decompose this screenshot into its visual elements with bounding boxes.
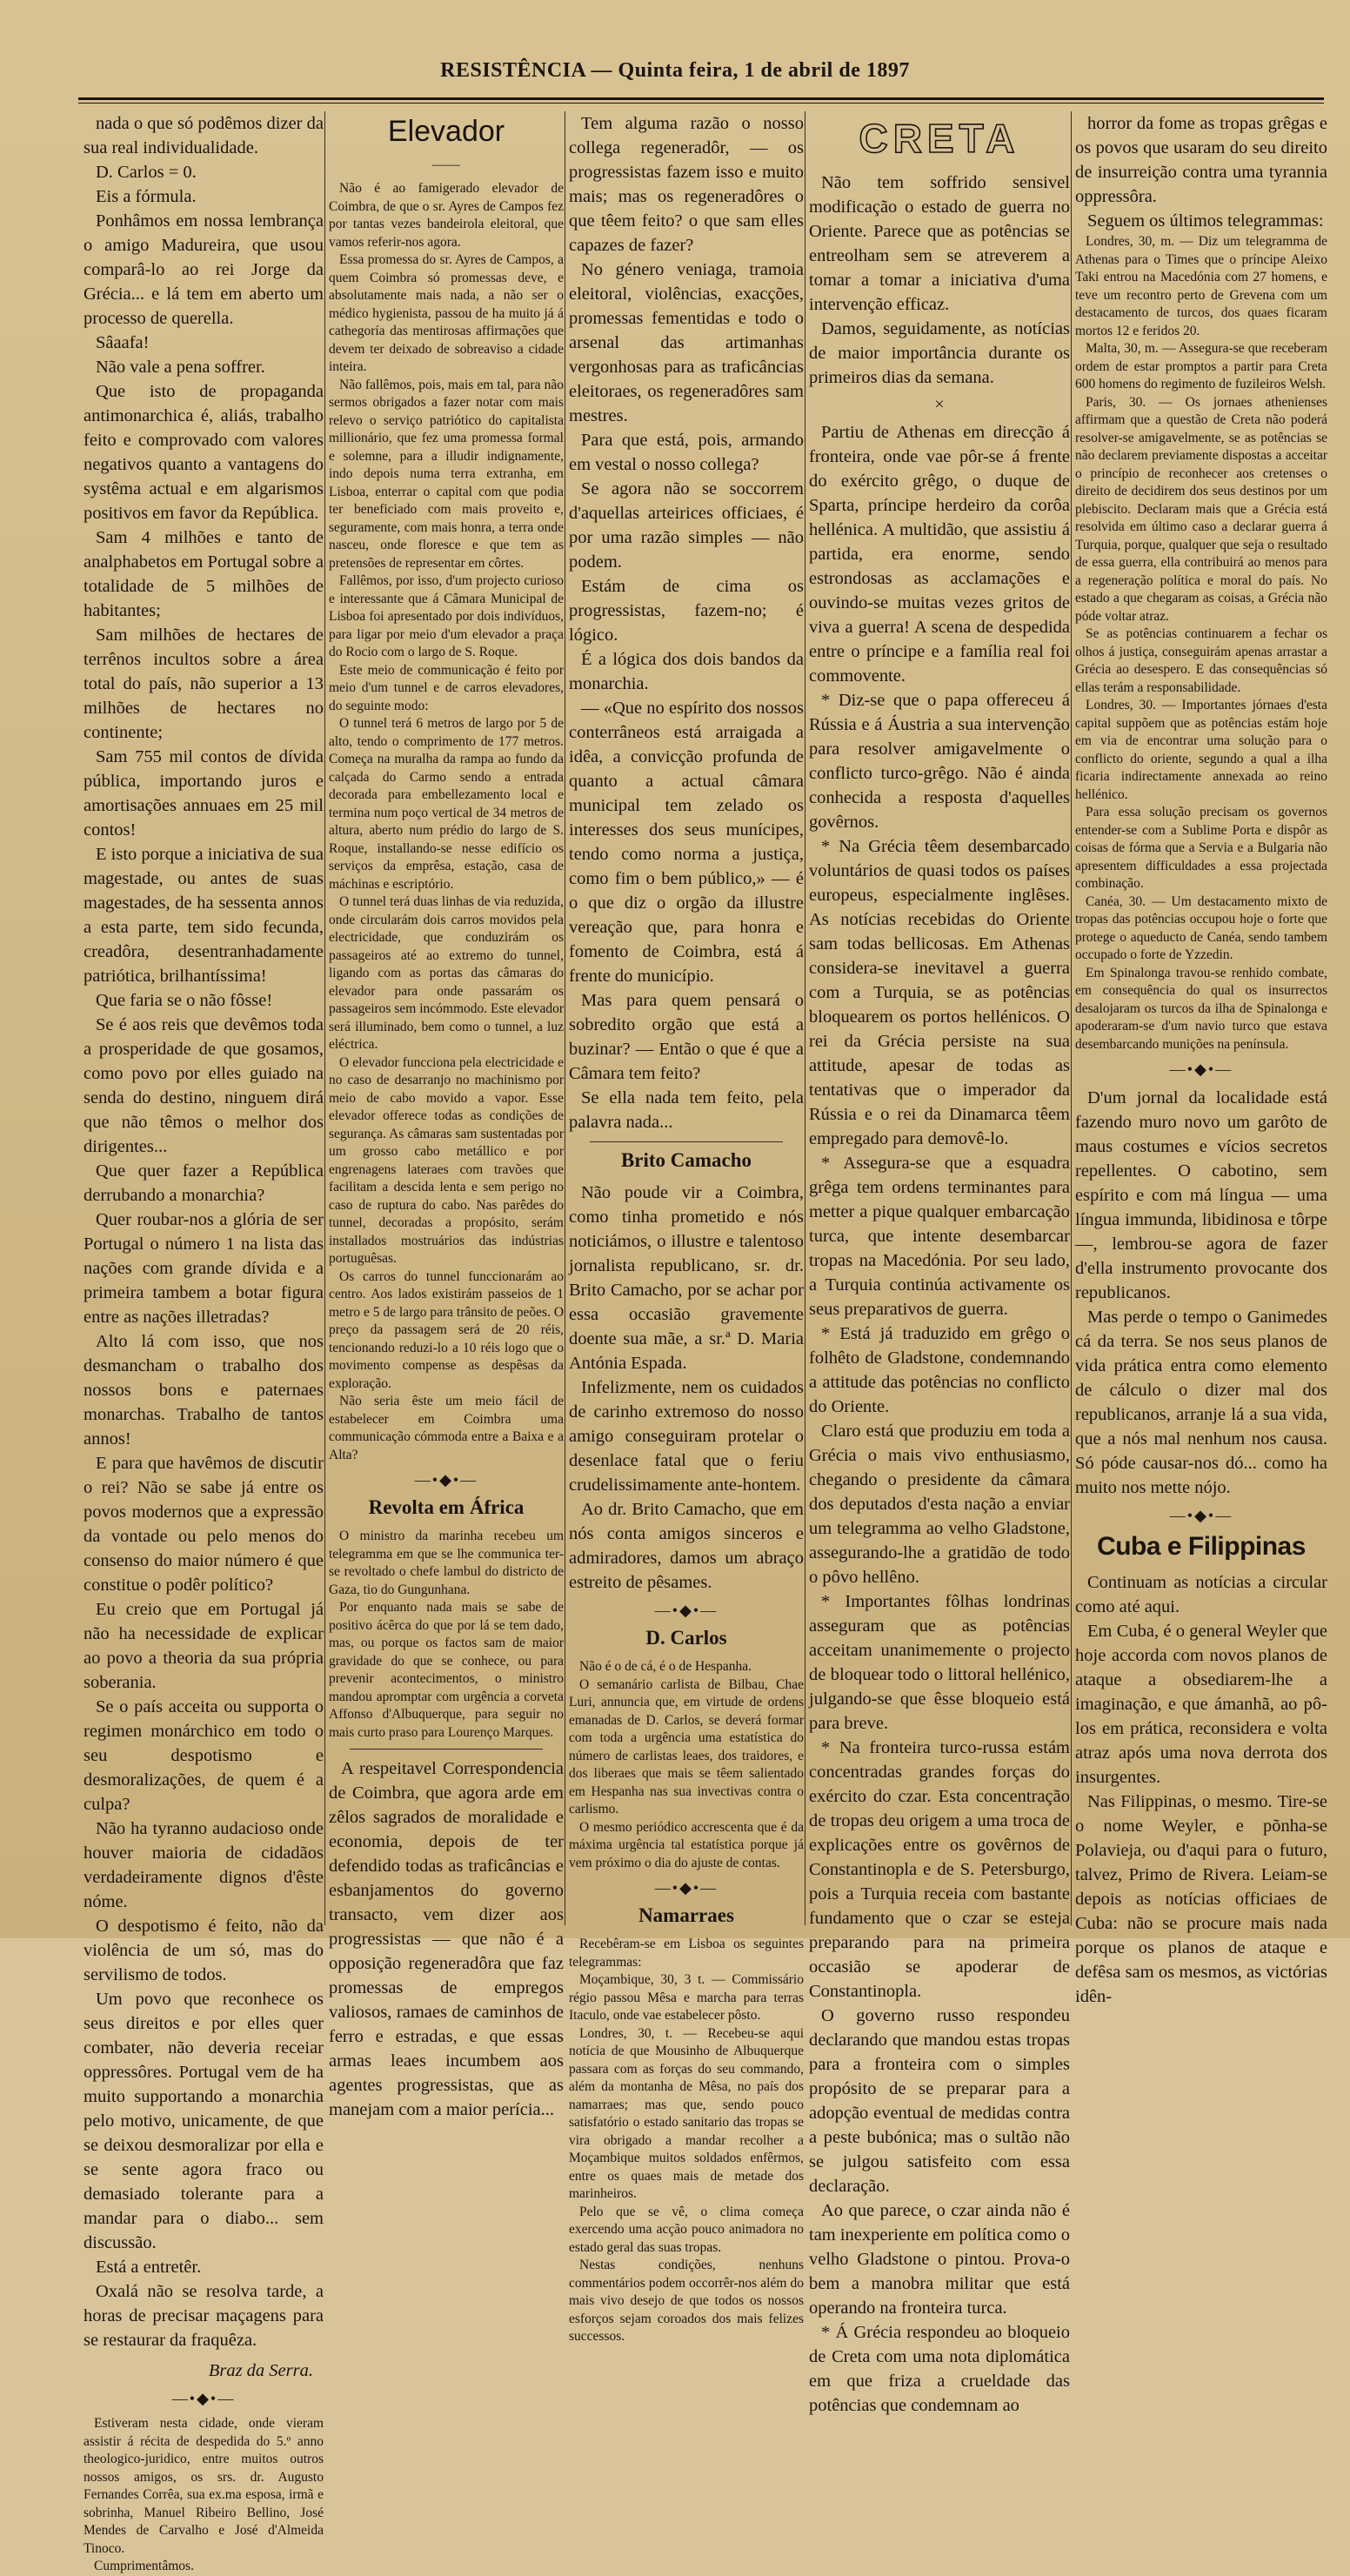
paragraph: O semanário carlista de Bilbau, Chae Luri, annuncia que, em virtude de ordens emanadas de D. Carlos, se deverá formar com toda a urgência uma estatística do número de carlistas leaes, dos traidores, e dos liberaes que mais se têem salientado em Hespanha nas sua invectivas contra o carlismo. xyxy=(569,1676,804,1817)
namarraes-text xyxy=(569,1936,804,2346)
creta-continued-text xyxy=(1075,111,1327,233)
jornal-text xyxy=(1075,1086,1327,1500)
column-divider xyxy=(324,111,325,1925)
brito-camacho-text xyxy=(569,1181,804,1595)
paragraph: Não é ao famigerado elevador de Coimbra, de que o sr. Ayres de Campos fez por tantas vezes bandeirola eleitoral, que vamos referir-nos agora. xyxy=(329,181,564,250)
paragraph: Londres, 30, m. — Diz um telegramma de Athenas para o Times que o príncipe Aleixo Taki entrou na Macedónia com 27 homens, e teve um recontro perto de Grevena com um destacamento de turcos, dos quaes ficaram mortos 12 e feridos 20. xyxy=(1075,234,1327,338)
paragraph: * Assegura-se que a esquadra grêga tem ordens terminantes para metter a pique qualquer embarcação turca, que intente desembarcar tropas na Macedónia. Por seu lado, a Turquia continúa activamente os seus preparativos de guerra. xyxy=(809,1154,1070,1319)
paragraph: Em Spinalonga travou-se renhido combate, em consequência do qual os insurrectos desalojaram os turcos da ilha de Spinalonga e apoderaram-se d'um navio turco que estava desembarcando munições na península. xyxy=(1075,965,1327,1052)
paragraph: Damos, seguidamente, as notícias de maior importância durante os primeiros dias da semana. xyxy=(809,319,1070,387)
creta-intro-text xyxy=(809,171,1070,390)
cross-ornament: × xyxy=(934,395,945,414)
masthead: RESISTÊNCIA — Quinta feira, 1 de abril de 1897 xyxy=(440,59,910,82)
column-5 xyxy=(1075,111,1327,2006)
elevador-heading: Elevador xyxy=(387,115,505,148)
paragraph: Não fallêmos, pois, mais em tal, para não sermos obrigados a fazer notar com mais relevo o serviço patriótico do capitalista millionário, que fez uma promessa formal e solemne, para a illudir indignamente, indo depois numa terra extranha, em Lisboa, enterrar o capital com que podia ter beneficiado com mais proveito e, seguramente, com mais honra, a terra onde nasceu, onde floresce e que tem as pretensões de representar em côrtes. xyxy=(329,377,564,571)
paragraph: O despotismo é feito, não da violência de um só, mas do servilismo de todos. xyxy=(84,1917,324,1984)
paragraph: Estám de cima os progressistas, fazem-no; é lógico. xyxy=(569,577,804,645)
paragraph: nada o que só podêmos dizer da sua real individualidade. xyxy=(84,114,324,157)
brito-camacho-heading: Brito Camacho xyxy=(620,1149,752,1171)
paragraph: Sam 755 mil contos de dívida pública, importando juros e amortisações annuaes em 25 mil contos! xyxy=(84,747,324,840)
heading-dash: —— xyxy=(432,157,460,172)
paragraph: Que faria se o não fôsse! xyxy=(96,991,273,1010)
paragraph: Quer roubar-nos a glória de ser Portugal o número 1 na lista das nações com grande dívida e a primeira tambem a botar figura entre as nações illetradas? xyxy=(84,1210,324,1327)
paragraph: Sam 4 milhões e tanto de analphabetos em Portugal sobre a totalidade de 5 milhões de habitantes; xyxy=(84,528,324,620)
regenerador-text xyxy=(569,111,804,1134)
paragraph: Não é o de cá, é o de Hespanha. xyxy=(579,1659,752,1674)
paragraph: Não poude vir a Coimbra, como tinha prometido e nós noticiámos, o illustre e talentoso jornalista republicano, sr. dr. Brito Camacho, por se achar por essa occasião gravemente doente sua mãe, a sr.ª D. Maria Antónia Espada. xyxy=(569,1183,804,1373)
elevador-text xyxy=(329,180,564,1464)
paragraph: Infelizmente, nem os cuidados de carinho extremoso do nosso amigo conseguiram protelar o desenlace fatal que o feriu crudelissimamente ante-hontem. xyxy=(569,1378,804,1495)
paragraph: Se agora não se soccorrem d'aquellas arteirices officiaes, é por uma razão simples — não podem. xyxy=(569,479,804,572)
creta-heading: CRETA xyxy=(859,116,1020,161)
paragraph: horror da fome as tropas grêgas e os povos que usaram do seu direito de insurreição contra uma tyrannia oppressôra. xyxy=(1075,114,1327,206)
paragraph: Um povo que reconhece os seus direitos e por elles quer combater, não deveria receiar oppressôres. Portugal vem de ha muito supportando a monarchia pelo motivo, unicamente, de que se deixou desmoralizar por ella e se sente agora fraco ou demasiado tolerante para a mandar para o diabo... sem discussão. xyxy=(84,1990,324,2252)
paragraph: Essa promessa do sr. Ayres de Campos, a quem Coimbra só promessas deve, e absolutamente mais nada, a não ser o médico hygienista, passou de ha muito já á cathegoría das mentirosas affirmações que devem ter deixado de sobreaviso a cidade inteira. xyxy=(329,252,564,374)
signature: Braz da Serra. xyxy=(208,2361,313,2380)
paragraph: Se ella nada tem feito, pela palavra nada... xyxy=(569,1088,804,1132)
paragraph: Não seria êste um meio fácil de estabelecer em Coimbra uma communicação cómmoda entre a Baixa e a Alta? xyxy=(329,1394,564,1462)
masthead-rule-thin xyxy=(78,103,1324,104)
paragraph: E para que havêmos de discutir o rei? Não se sabe já entre os povos modernos que a expressão da vontade ou pelo menos do consenso do maior número é que constitue o podêr político? xyxy=(84,1454,324,1595)
paragraph: * Está já traduzido em grêgo o folhêto de Gladstone, condemnando a attitude das potências no conflicto do Oriente. xyxy=(809,1324,1070,1416)
ornament: —•◆•— xyxy=(654,1602,718,1619)
paragraph: * Á Grécia respondeu ao bloqueio de Creta com uma nota diplomática em que friza a crueldade das potências que condemnam ao xyxy=(809,2323,1070,2415)
paragraph: Partiu de Athenas em direcção á fronteira, onde vae pôr-se á frente do exército grêgo, o duque de Sparta, príncipe herdeiro da corôa hellénica. A multidão, que assistiu á partida, era enorme, sendo estrondosas as acclamações e ouvindo-se muitas vezes gritos de viva a guerra! A scena de despedida entre o príncipe e a família real foi commovente. xyxy=(809,423,1070,686)
column-2 xyxy=(329,111,565,2119)
paragraph: O elevador funcciona pela electricidade e no caso de desarranjo no machinismo por meio de cabo movido a vapor. Esse elevador offerece todas as condições de segurança. As câmaras sam sustentadas por um grosso cabo metállico e por engrenagens lateraes com travões que facilitam a descida lenta e sem perigo no caso de ruptura do cabo. Nas parêdes do tunnel, decoradas a propósito, serám installados mostruários das indústrias portuguêsas. xyxy=(329,1054,564,1266)
column-1 xyxy=(84,111,324,2573)
paragraph: Eis a fórmula. xyxy=(96,187,197,206)
paragraph: No género veniaga, tramoia eleitoral, violências, exacções, promessas fementidas e todo o arsenal das artimanhas vergonhosas para as traficâncias eleitoraes, os regeneradôres sam mestres. xyxy=(569,260,804,425)
ornament: —•◆•— xyxy=(171,2390,236,2407)
paragraph: Não tem soffrido sensivel modificação o estado de guerra no Oriente. Parece que as potências se entreolham sem se atreverem a tomar a tomar a iniciativa d'uma intervenção efficaz. xyxy=(809,173,1070,314)
paragraph: Por enquanto nada mais se sabe de positivo ácêrca do que por lá se tem dado, mas, ou porque os factos sam de maior gravidade do que se conhece, ou para prevenir acontecimentos, o ministro mandou apromptar com urgência a corveta Affonso d'Albuquerque, para seguir no mais curto praso para Lourenço Marques. xyxy=(329,1600,564,1740)
paragraph: Canéa, 30. — Um destacamento mixto de tropas das potências occupou hoje o forte que protege o aqueducto de Canéa, sendo tambem occupado o forte de Yzzedin. xyxy=(1075,893,1327,962)
column-4 xyxy=(809,111,1070,2415)
visitors-note: Estiveram nesta cidade, onde vieram assistir á récita de despedida do 5.º anno theologico-juridico, entre muitos outros nossos amigos, os srs. dr. Augusto Fernandes Corrêa, sua ex.ma esposa, irmã e sobrinha, Manuel Ribeiro Bellino, José Mendes de Carvalho e José d'Almeida Tinoco. xyxy=(84,2416,324,2556)
paragraph: * Diz-se que o papa offereceu á Rússia e á Áustria a sua intervenção para resolver amigavelmente o conflicto turco-grêgo. Não é ainda conhecida a resposta d'aquelles govêrnos. xyxy=(809,691,1070,832)
paragraph: Paris, 30. — Os jornaes athenienses affirmam que a questão de Creta não poderá resolver-se amigavelmente, se as potências se não declarem previamente dispostas a acceitar o princípio de reconhecer aos cretenses o direito de decidirem dos seus destinos por um plebiscito. Declaram mais que a Grécia está resolvida em último caso a declarar guerra á Turquia, porque, qualquer que seja o resultado de essa guerra, ella contribuirá ao menos para a regeneração política e moral do país. No estado a que chegaram as coisas, a Grécia não póde voltar atraz. xyxy=(1075,394,1327,624)
cuba-heading: Cuba e Filippinas xyxy=(1097,1532,1306,1561)
correspondencia-text xyxy=(329,1756,564,2122)
paragraph: Londres, 30. — Importantes jórnaes d'esta capital suppõem que as potências estám hoje em via de encontrar uma solução para o conflicto do oriente, segundo a qual a ilha ficaria indirectamente annexada ao reino hellénico. xyxy=(1075,698,1327,802)
ornament: —•◆•— xyxy=(1169,1507,1233,1524)
paragraph: O tunnel terá duas linhas de via reduzida, onde circularám dois carros movidos pela electricidade, que conduzirám os passageiros até ao extremo do tunnel, ligando com as portas das câmaras do elevador para onde passarám os passageiros sem incómmodo. Este elevador será illuminado, bem como o tunnel, a luz eléctrica. xyxy=(329,894,564,1052)
paragraph: Oxalá não se resolva tarde, a horas de precisar maçagens para se restaurar da fraquêza. xyxy=(84,2282,324,2350)
column-1-text xyxy=(84,111,324,2352)
paragraph: Nestas condições, nenhuns commentários podem occorrêr-nos além do mais vivo desejo de que todos os nossos esforços sejam coroados dos mais felizes successos. xyxy=(569,2258,804,2344)
paragraph: Ponhâmos em nossa lembrança o amigo Madureira, que usou comparâ-lo ao rei Jorge da Grécia... e lá tem em aberto um processo de querella. xyxy=(84,211,324,328)
paragraph: Ao dr. Brito Camacho, que em nós conta amigos sinceros e admiradores, damos um abraço estreito de pêsames. xyxy=(569,1500,804,1592)
ornament: —•◆•— xyxy=(414,1471,478,1489)
paragraph: Tem alguma razão o nosso collega regeneradôr, — os progressistas fazem isso e muito mais; mas os regeneradôres o que têem feito? o que sam elles capazes de fazer? xyxy=(569,114,804,255)
paragraph: Continuam as notícias a circular como até aqui. xyxy=(1075,1573,1327,1616)
paragraph: Claro está que produziu em toda a Grécia o mais vivo enthusiasmo, chegando o presidente da câmara dos deputados d'esta nação a enviar um telegramma ao velho Gladstone, assegurando-lhe a gratidão de todo o pôvo hellêno. xyxy=(809,1422,1070,1587)
separator xyxy=(590,1141,783,1142)
ornament: —•◆•— xyxy=(654,1879,718,1897)
paragraph: * Importantes fôlhas londrinas asseguram que as potências acceitam unanimemente o projecto de bloquear todo o littoral hellénico, julgando-se que êsse bloqueio está para breve. xyxy=(809,1592,1070,1733)
paragraph: Malta, 30, m. — Assegura-se que receberam ordem de estar promptos a partir para Creta 600 homens do regimento de fuzileiros Welsh. xyxy=(1075,341,1327,391)
paragraph: D'um jornal da localidade está fazendo muro novo um garôto de maus costumes e vícios secretos repellentes. O cabotino, sem espírito e com má língua — uma língua immunda, libidinosa e tôrpe —, lembrou-se agora de fazer d'ella instrumento provocante dos republicanos. xyxy=(1075,1088,1327,1302)
paragraph: O ministro da marinha recebeu um telegramma em que se lhe communica ter-se revoltado o chefe lambul do districto de Gaza, tio do Gungunhana. xyxy=(329,1529,564,1597)
paragraph: Se o país acceita ou supporta o regimen monárchico em todo o seu despotismo e desmoralizações, de quem é a culpa? xyxy=(84,1697,324,1814)
paragraph: Que isto de propaganda antimonarchica é, aliás, trabalho feito e comprovado com valores negativos quanto a vantagens do systêma actual e em algarismos positivos em favor da República. xyxy=(84,382,324,523)
paragraph: — «Que no espírito dos nossos conterrâneos está arraigada a idêa, a convicção profunda de quanto a actual câmara municipal tem zelado os interesses dos seus munícipes, tendo como norma a justiça, como fim o bem público,» — é o que diz o orgão da illustre vereação que, para honra e fomento de Coimbra, está á frente do município. xyxy=(569,699,804,986)
paragraph: Não vale a pena soffrer. xyxy=(96,358,265,377)
paragraph: Se é aos reis que devêmos toda a prosperidade de que gosamos, como povo por elles guiado na senda do destino, ninguem dirá que não têmos o melhor dos dirigentes... xyxy=(84,1015,324,1156)
paragraph: E isto porque a iniciativa de sua magestade, ou antes de suas magestades, de ha sessenta annos a esta parte, tem sido fecunda, creadôra, desentranhadamente patriótica, brilhantíssima! xyxy=(84,845,324,986)
paragraph: * Na fronteira turco-russa estám concentradas grandes forças do exército do czar. Esta concentração de tropas deu origem a uma troca de explicações entre os govêrnos de Constantinopla e de S. Petersburgo, pois a Turquia receia com bastante fundamento que o czar se esteja preparando para na primeira occasião se apoderar de Constantinopla. xyxy=(809,1738,1070,2001)
paragraph: * Na Grécia têem desembarcado voluntários de quasi todos os países europeus, especialmente inglêses. As notícias recebidas do Oriente sam todas bellicosas. Em Athenas considera-se inevitavel a guerra com a Turquia, se as potências bloquearem os portos hellénicos. O rei da Grécia persiste na sua attitude, apesar de todas as tentativas que o imperador da Rússia e o rei da Dinamarca têem empregado para demovê-lo. xyxy=(809,837,1070,1148)
column-divider xyxy=(1071,111,1072,1925)
paragraph: Pelo que se vê, o clima começa exercendo uma acção pouco animadora no estado geral das suas tropas. xyxy=(569,2204,804,2255)
paragraph: Sâaafa! xyxy=(96,333,150,352)
paragraph: Não ha tyranno audacioso onde houver maioria de cidadãos verdadeiramente dignos d'êste nóme. xyxy=(84,1819,324,1911)
paragraph: O tunnel terá 6 metros de largo por 5 de alto, tendo o comprimento de 177 metros. Começa na muralha da rampa ao fundo da calçada do Carmo sendo a entrada decorada para embellezamento local e termina num poço vertical de 34 metros de altura, aberto num prédio do largo de S. Roque, installando-se nesse edifício os serviços da emprêsa, estação, casa de máchinas e escriptório. xyxy=(329,716,564,892)
d-carlos-text xyxy=(569,1658,804,1872)
separator xyxy=(350,1749,543,1750)
paragraph: Fallêmos, por isso, d'um projecto curioso e interessante que á Câmara Municipal de Lisboa foi apresentado por dois indivíduos, para ligar por meio d'um elevador a praça do Rocio com o largo de S. Roque. xyxy=(329,573,564,659)
visitors-note-end: Cumprimentâmos. xyxy=(94,2559,194,2573)
paragraph: Londres, 30, t. — Recebeu-se aqui notícia de que Mousinho de Albuquerque passara com as forças do seu commando, além da montanha de Mêsa, no país dos namarraes; mas que, sendo pouco satisfatório o estado sanitario das tropas se vira obrigado a mandar recolher a Moçambique muitos soldados enfêrmos, entre os quaes mais de metade dos marinheiros. xyxy=(569,2025,804,2201)
telegrams-text xyxy=(1075,233,1327,1054)
paragraph: Para que está, pois, armando em vestal o nosso collega? xyxy=(569,431,804,474)
paragraph: Seguem os últimos telegrammas: xyxy=(1087,211,1324,231)
paragraph: Recebêram-se em Lisboa os seguintes telegrammas: xyxy=(569,1937,804,1970)
paragraph: É a lógica dos dois bandos da monarchia. xyxy=(569,650,804,693)
namarraes-heading: Namarraes xyxy=(638,1904,734,1926)
paragraph: Mas para quem pensará o sobredito orgão que está a buzinar? — Então o que é que a Câmara tem feito? xyxy=(569,991,804,1083)
paragraph: Sam milhões de hectares de terrênos incultos sobre a área total do país, não superior a 13 milhões de hectares no continente; xyxy=(84,626,324,742)
paragraph: O governo russo respondeu declarando que mandou estas tropas para a fronteira com o simples propósito de se preparar para a adopção eventual de medidas contra a peste bubónica; mas o sultão não se julgou satisfeito com essa declaração. xyxy=(809,2006,1070,2196)
creta-news-text xyxy=(809,420,1070,2418)
column-3 xyxy=(569,111,804,2344)
revolta-text xyxy=(329,1528,564,1742)
paragraph: Os carros do tunnel funccionarám ao centro. Aos lados existirám passeios de 1 metro e 5 de largo para trânsito de peões. O preço da passagem será de 20 réis, tencionando reduzi-lo a 10 réis logo que o movimento compense as despêsas da exploração. xyxy=(329,1268,565,1391)
ornament: —•◆•— xyxy=(1169,1061,1233,1078)
paragraph: Que quer fazer a República derrubando a monarchia? xyxy=(84,1161,324,1205)
paragraph: Moçambique, 30, 3 t. — Commissário régio passou Mêsa e marcha para terras Itaculo, onde vae estabelecer pôsto. xyxy=(569,1972,804,2023)
paragraph: Eu creio que em Portugal já não ha necessidade de explicar ao povo a theoria da sua própria soberania. xyxy=(84,1600,324,1692)
paragraph: Nas Filippinas, o mesmo. Tire-se o nome Weyler, e põnha-se Polavieja, ou d'aqui para o futuro, talvez, Primo de Rivera. Leiam-se depois as notícias officiaes de Cuba: não se procure mais nada porque os planos de ataque e defêsa sam os mesmos, as victórias idên- xyxy=(1075,1792,1327,2006)
paragraph: Este meio de communicação é feito por meio d'um tunnel e de carros elevadores, do seguinte modo: xyxy=(329,662,564,713)
paragraph: Em Cuba, é o general Weyler que hoje accorda com novos planos de ataque a obsediarem-lhe a imaginação, e que ámanhã, ao pô-los em prática, reconsidera e volta atraz após uma nova derrota dos insurgentes. xyxy=(1075,1622,1327,1787)
paragraph: Ao que parece, o czar ainda não é tam inexperiente em política como o velho Gladstone o pintou. Prova-o bem a manobra militar que está operando na fronteira turca. xyxy=(809,2201,1070,2318)
paragraph: O mesmo periódico accrescenta que é da máxima urgência tal estatística porque já vem próximo o dia do ajuste de contas. xyxy=(569,1819,804,1870)
paragraph: Mas perde o tempo o Ganimedes cá da terra. Se nos seus planos de vida prática entra como elemento de cálculo o dizer mal dos republicanos, arranje lá a sua vida, que a nós mal nenhum nos causa. Só póde causar-nos dó... como ha muito nos mette nójo. xyxy=(1075,1308,1327,1497)
paragraph: A respeitavel Correspondencia de Coimbra, que agora arde em zêlos sagrados de moralidade e economia, depois de ter defendido todas as traficâncias e esbanjamentos do governo transacto, vem dizer aos progressistas — que não é a opposição regeneradôra que faz promessas de empregos valiosos, ramaes de caminhos de ferro e estradas, e que essas armas leaes incumbem aos agentes progressistas, que as manejam com a maior perícia... xyxy=(329,1759,564,2119)
revolta-heading: Revolta em África xyxy=(368,1496,525,1518)
paragraph: Alto lá com isso, que nos desmancham o trabalho dos nossos bons e paternaes monarchas. Trabalho de tantos annos! xyxy=(84,1332,324,1449)
d-carlos-heading: D. Carlos xyxy=(645,1627,727,1649)
cuba-text xyxy=(1075,1570,1327,2009)
paragraph: Está a entretêr. xyxy=(96,2258,202,2277)
paragraph: Se as potências continuarem a fechar os olhos á justiça, conseguirám apenas arrastar a Grécia ao desespero. E das consequências só ellas terám a responsabilidade. xyxy=(1075,626,1327,695)
masthead-rule xyxy=(78,97,1324,100)
paragraph: Para essa solução precisam os governos entender-se com a Sublime Porta e dispôr as coisas de fórma que a Servia e a Bulgaria não apresentem difficuldades a essa projectada combinação. xyxy=(1075,805,1327,891)
paragraph: D. Carlos = 0. xyxy=(96,163,197,182)
